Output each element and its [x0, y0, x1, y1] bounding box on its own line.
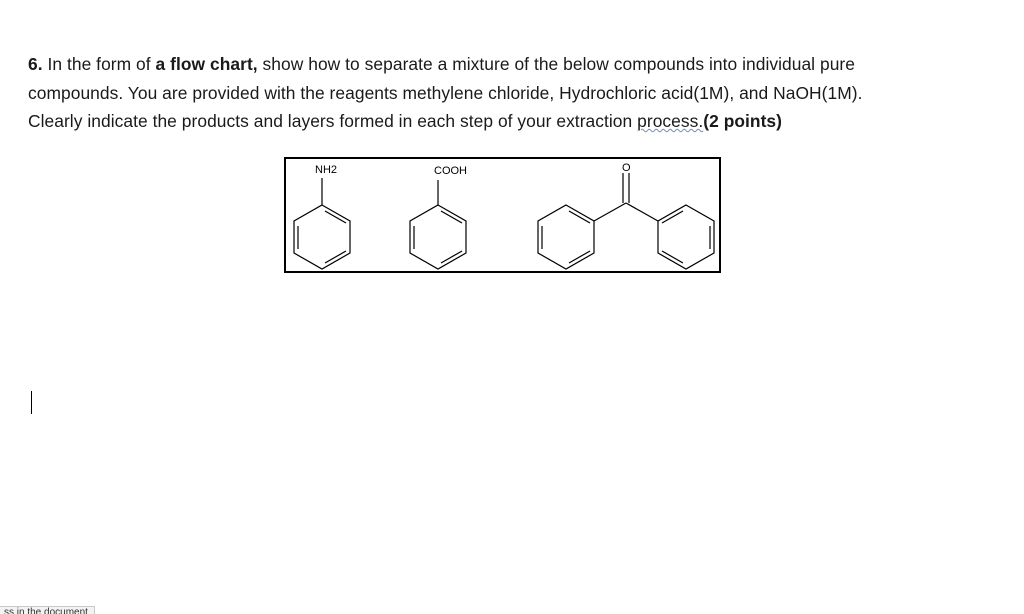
- benzoic-acid-label: COOH: [434, 165, 467, 177]
- question-text: [28, 50, 988, 136]
- aniline-label: NH2: [315, 164, 338, 176]
- benzoic-acid-structure: [410, 180, 466, 269]
- question-line-1: 6. In the form of a flow chart, show how to separate a mixture of the below compounds into individual pure: [28, 54, 855, 74]
- status-bar-fragment: ss in the document: [0, 606, 95, 614]
- text-cursor: [31, 391, 32, 414]
- aniline-structure: [294, 178, 350, 269]
- structures-drawing: [286, 159, 723, 275]
- question-line-3: Clearly indicate the products and layers formed in each step of your extraction process.(2 points): [28, 111, 782, 131]
- points-label: (2 points): [703, 111, 782, 131]
- flow-chart-emphasis: a flow chart,: [155, 54, 258, 74]
- question-number: 6.: [28, 54, 43, 74]
- carbonyl-oxygen-label: O: [622, 162, 631, 174]
- benzophenone-structure: [538, 173, 714, 269]
- spellcheck-word[interactable]: process.: [637, 111, 704, 131]
- question-line-2: compounds. You are provided with the reagents methylene chloride, Hydrochloric acid(1M), and NaOH(1M).: [28, 82, 863, 103]
- chemical-structures-image[interactable]: [284, 157, 721, 273]
